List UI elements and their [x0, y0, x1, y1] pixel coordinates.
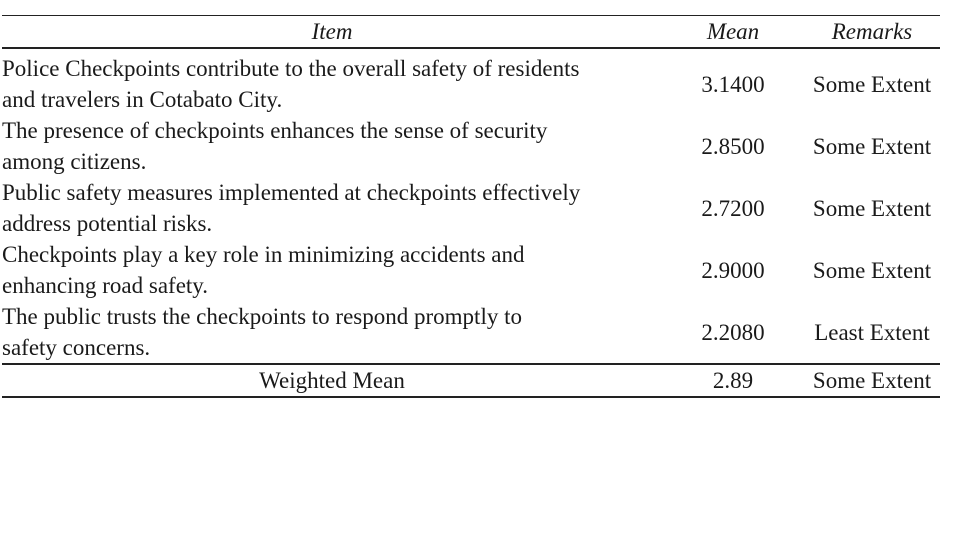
mean-value: 3.1400: [701, 71, 765, 97]
remarks-value: Some Extent: [812, 195, 932, 221]
item-text: The presence of checkpoints enhances the sense of security among citizens.: [2, 118, 548, 174]
remarks-value: Least Extent: [814, 319, 930, 345]
table-row: [2, 177, 940, 239]
mean-value: 2.2080: [701, 319, 765, 345]
item-text: Public safety measures implemented at checkpoints effectively address potential risks.: [2, 180, 581, 236]
header-item: Item: [2, 16, 662, 49]
remarks-value: Some Extent: [812, 71, 932, 97]
remarks-value: Some Extent: [812, 257, 932, 283]
weighted-mean-row: [2, 364, 940, 397]
weighted-mean-value: 2.89: [662, 364, 804, 397]
weighted-mean-remarks: Some Extent: [804, 364, 940, 397]
remarks-value: Some Extent: [812, 133, 932, 159]
mean-value: 2.9000: [701, 257, 765, 283]
header-remarks: Remarks: [804, 16, 940, 49]
item-text: The public trusts the checkpoints to respond promptly to safety concerns.: [2, 304, 522, 360]
table-row: [2, 115, 940, 177]
table-row: [2, 301, 940, 364]
header-row: [2, 16, 940, 49]
item-text: Police Checkpoints contribute to the overall safety of residents and travelers in Cotabato City.: [2, 56, 580, 112]
weighted-mean-label: Weighted Mean: [2, 364, 662, 397]
mean-value: 2.7200: [701, 195, 765, 221]
header-mean: Mean: [662, 16, 804, 49]
table-row: [2, 48, 940, 115]
item-text: Checkpoints play a key role in minimizing accidents and enhancing road safety.: [2, 242, 525, 298]
results-table: [2, 15, 940, 398]
table-row: [2, 239, 940, 301]
mean-value: 2.8500: [701, 133, 765, 159]
